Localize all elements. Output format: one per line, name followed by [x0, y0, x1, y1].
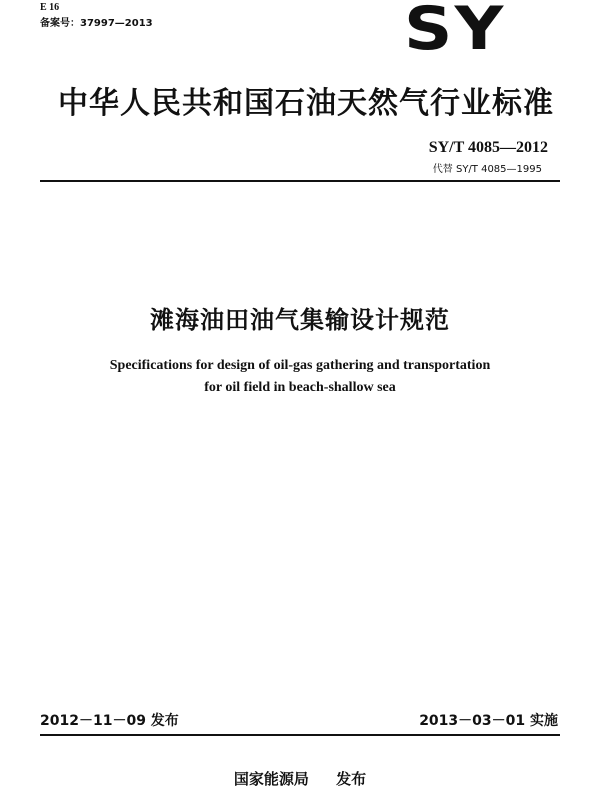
document-title-english-line-2: for oil field in beach-shallow sea [204, 380, 396, 395]
standard-number: SY/T 4085—2012 [428, 139, 548, 156]
sy-logo: SY [404, 0, 506, 64]
top-divider [40, 180, 560, 182]
document-title-english-line-1: Specifications for design of oil-gas gathering and transportation [109, 358, 491, 373]
issue-date: 2012－11－09 发布 [40, 713, 179, 729]
bottom-divider [40, 734, 560, 736]
classification-code: E 16 [40, 2, 60, 13]
document-title-chinese: 滩海油田油气集输设计规范 [150, 306, 450, 334]
standard-category-title: 中华人民共和国石油天然气行业标准 [58, 86, 554, 121]
replaces-standard: 代替 SY/T 4085—1995 [432, 164, 542, 175]
record-number: 备案号：37997—2013 [40, 18, 153, 29]
publisher: 国家能源局 发布 [233, 770, 367, 788]
implementation-date: 2013－03－01 实施 [419, 713, 558, 729]
